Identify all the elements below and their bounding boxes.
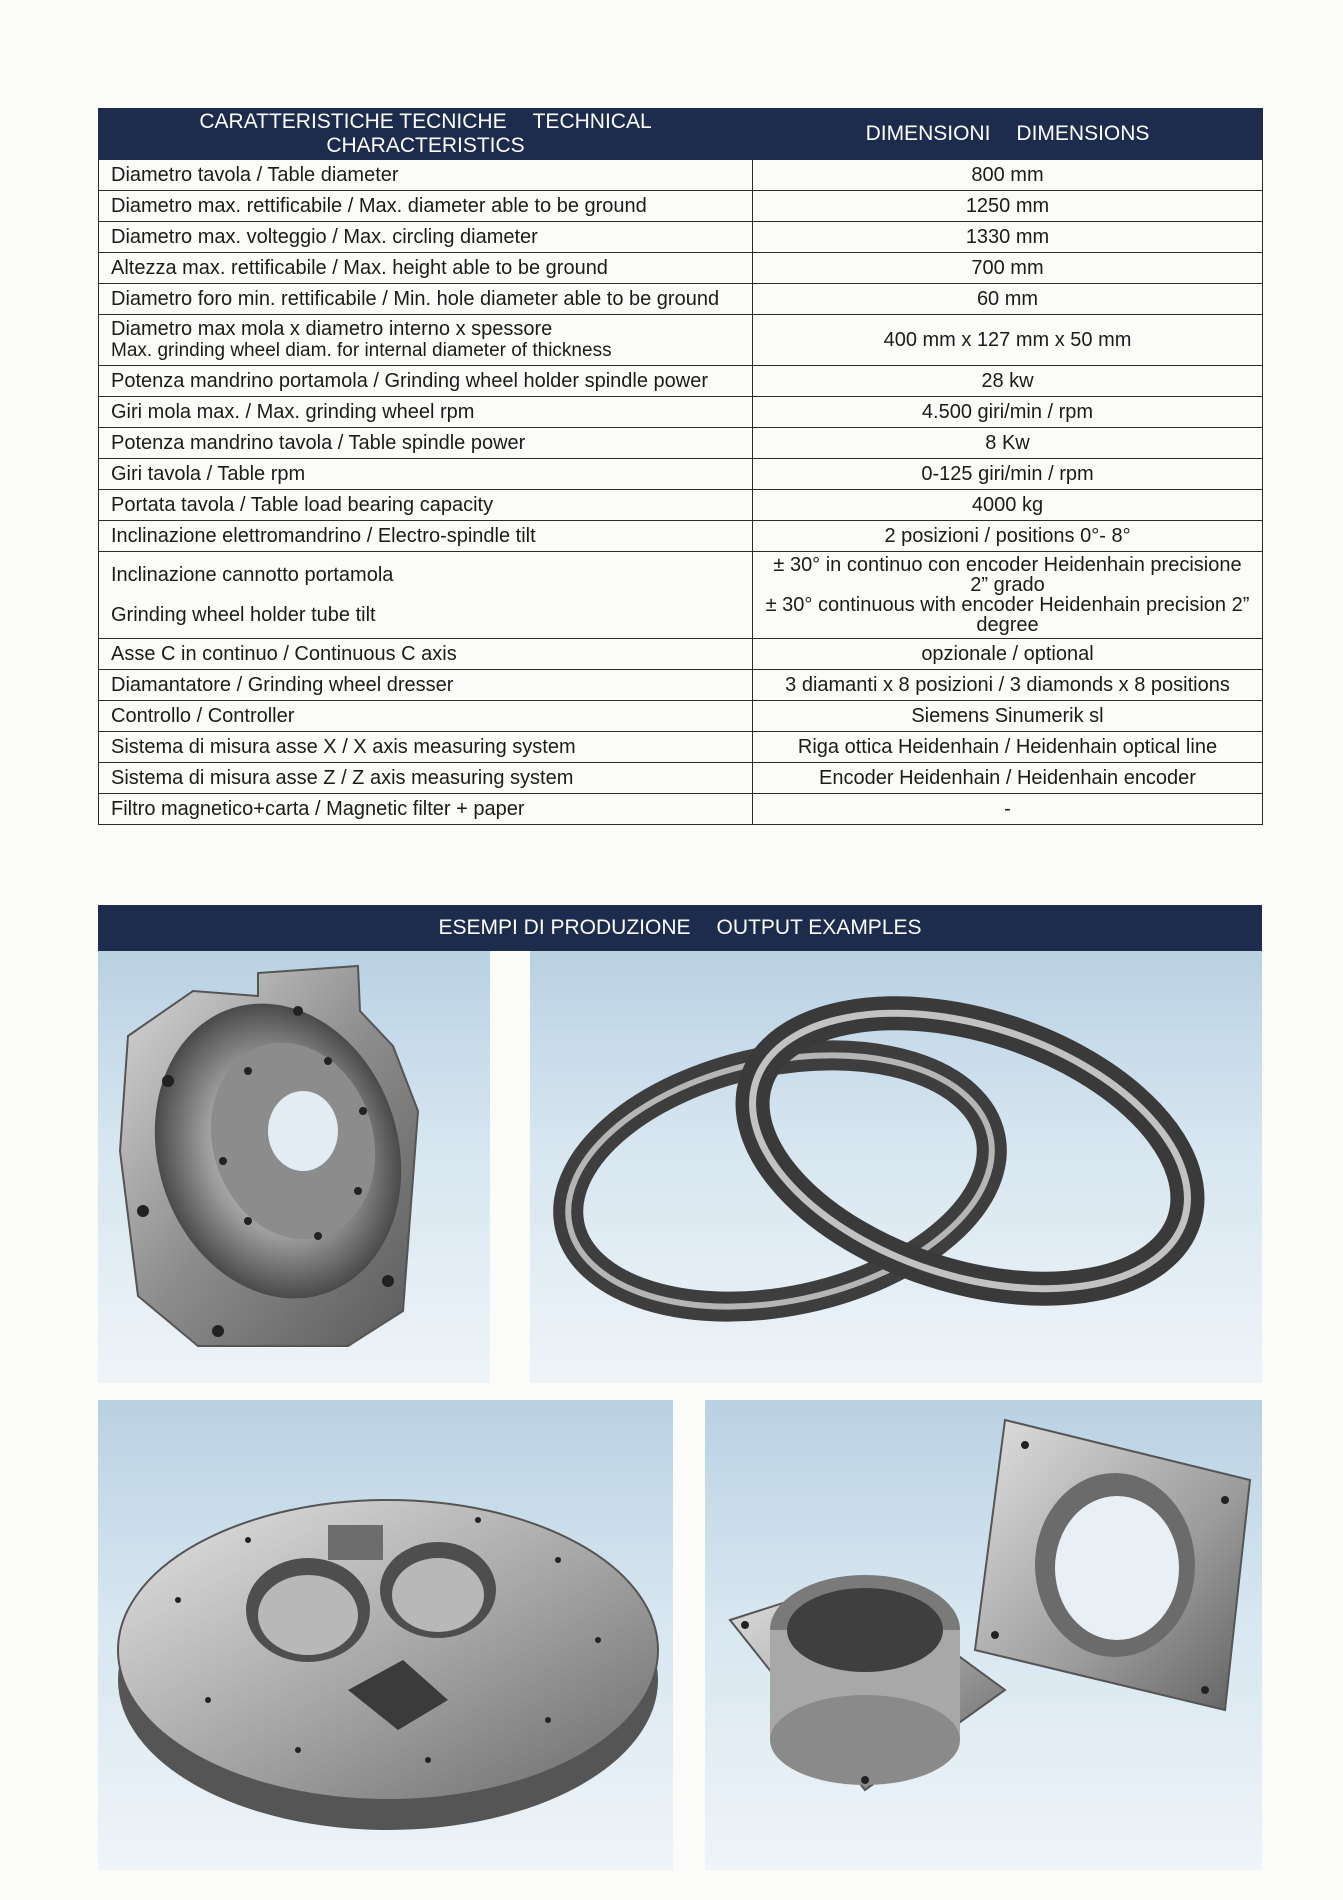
photo-round-plate <box>98 1400 673 1870</box>
row-value: 60 mm <box>753 284 1263 315</box>
row-value <box>753 552 1263 639</box>
row-label: Diametro foro min. rettificabile / Min. hole diameter able to be ground <box>99 284 753 315</box>
row-value: Riga ottica Heidenhain / Heidenhain optical line <box>753 732 1263 763</box>
table-row <box>99 428 1263 459</box>
table-row <box>99 222 1263 253</box>
row-value: 0-125 giri/min / rpm <box>753 459 1263 490</box>
row-value: 1250 mm <box>753 191 1263 222</box>
table-header-row <box>99 109 1263 160</box>
table-row <box>99 521 1263 552</box>
row-value-line1: ± 30° in continuo con encoder Heidenhain precisione 2” grado <box>773 554 1242 596</box>
table-row <box>99 701 1263 732</box>
table-row <box>99 253 1263 284</box>
row-label <box>99 552 753 639</box>
header-characteristics <box>99 109 753 160</box>
examples-title-it: ESEMPI DI PRODUZIONE <box>438 916 691 939</box>
row-value: 400 mm x 127 mm x 50 mm <box>753 315 1263 366</box>
header-dim-en: DIMENSIONS <box>1016 122 1150 145</box>
row-value: 3 diamanti x 8 posizioni / 3 diamonds x 8 positions <box>753 670 1263 701</box>
header-dimensions <box>753 109 1263 160</box>
row-label: Diametro max. volteggio / Max. circling diameter <box>99 222 753 253</box>
row-value: 4000 kg <box>753 490 1263 521</box>
row-label: Giri tavola / Table rpm <box>99 459 753 490</box>
row-label: Potenza mandrino tavola / Table spindle power <box>99 428 753 459</box>
table-row <box>99 670 1263 701</box>
row-label: Sistema di misura asse Z / Z axis measuring system <box>99 763 753 794</box>
table-row <box>99 397 1263 428</box>
row-value: 8 Kw <box>753 428 1263 459</box>
row-value: Encoder Heidenhain / Heidenhain encoder <box>753 763 1263 794</box>
round-plate-image <box>98 1400 673 1870</box>
row-label: Diametro tavola / Table diameter <box>99 160 753 191</box>
header-char-it: CARATTERISTICHE TECNICHE <box>199 110 507 133</box>
row-value: Siemens Sinumerik sl <box>753 701 1263 732</box>
technical-specs-table <box>98 108 1263 825</box>
photo-flanges <box>705 1400 1262 1870</box>
table-row <box>99 284 1263 315</box>
table-row <box>99 794 1263 825</box>
row-label-line1: Diametro max mola x diametro interno x spessore <box>111 318 553 340</box>
row-label: Diamantatore / Grinding wheel dresser <box>99 670 753 701</box>
table-row <box>99 191 1263 222</box>
table-row <box>99 160 1263 191</box>
row-label-line2: Max. grinding wheel diam. for internal diameter of thickness <box>111 340 612 361</box>
row-value: 4.500 giri/min / rpm <box>753 397 1263 428</box>
table-row <box>99 763 1263 794</box>
row-label: Giri mola max. / Max. grinding wheel rpm <box>99 397 753 428</box>
row-label-line1: Inclinazione cannotto portamola <box>111 564 394 586</box>
row-value: - <box>753 794 1263 825</box>
output-examples-header <box>98 905 1262 951</box>
flanges-image <box>705 1400 1262 1870</box>
photo-rings <box>530 951 1262 1383</box>
photo-housing-block <box>98 951 490 1383</box>
row-label: Portata tavola / Table load bearing capacity <box>99 490 753 521</box>
row-value: 28 kw <box>753 366 1263 397</box>
row-label-line2: Grinding wheel holder tube tilt <box>111 604 376 626</box>
table-row <box>99 315 1263 366</box>
row-label <box>99 315 753 366</box>
row-value: 800 mm <box>753 160 1263 191</box>
row-label: Inclinazione elettromandrino / Electro-spindle tilt <box>99 521 753 552</box>
table-row <box>99 639 1263 670</box>
examples-title-en: OUTPUT EXAMPLES <box>716 916 922 939</box>
table-row <box>99 552 1263 639</box>
row-value: 2 posizioni / positions 0°- 8° <box>753 521 1263 552</box>
row-label: Sistema di misura asse X / X axis measuring system <box>99 732 753 763</box>
row-value: 1330 mm <box>753 222 1263 253</box>
table-row <box>99 732 1263 763</box>
row-label: Altezza max. rettificabile / Max. height able to be ground <box>99 253 753 284</box>
row-value-line2: ± 30° continuous with encoder Heidenhain precision 2” degree <box>765 594 1250 636</box>
rings-image <box>530 951 1262 1383</box>
row-label: Asse C in continuo / Continuous C axis <box>99 639 753 670</box>
row-label: Diametro max. rettificabile / Max. diameter able to be ground <box>99 191 753 222</box>
table-row <box>99 459 1263 490</box>
row-value: opzionale / optional <box>753 639 1263 670</box>
table-row <box>99 366 1263 397</box>
row-label: Filtro magnetico+carta / Magnetic filter + paper <box>99 794 753 825</box>
housing-block-image <box>98 951 490 1383</box>
table-row <box>99 490 1263 521</box>
row-label: Potenza mandrino portamola / Grinding wheel holder spindle power <box>99 366 753 397</box>
header-dim-it: DIMENSIONI <box>865 122 991 145</box>
row-label: Controllo / Controller <box>99 701 753 732</box>
row-value: 700 mm <box>753 253 1263 284</box>
header-char-en: TECHNICAL CHARACTERISTICS <box>326 110 652 157</box>
